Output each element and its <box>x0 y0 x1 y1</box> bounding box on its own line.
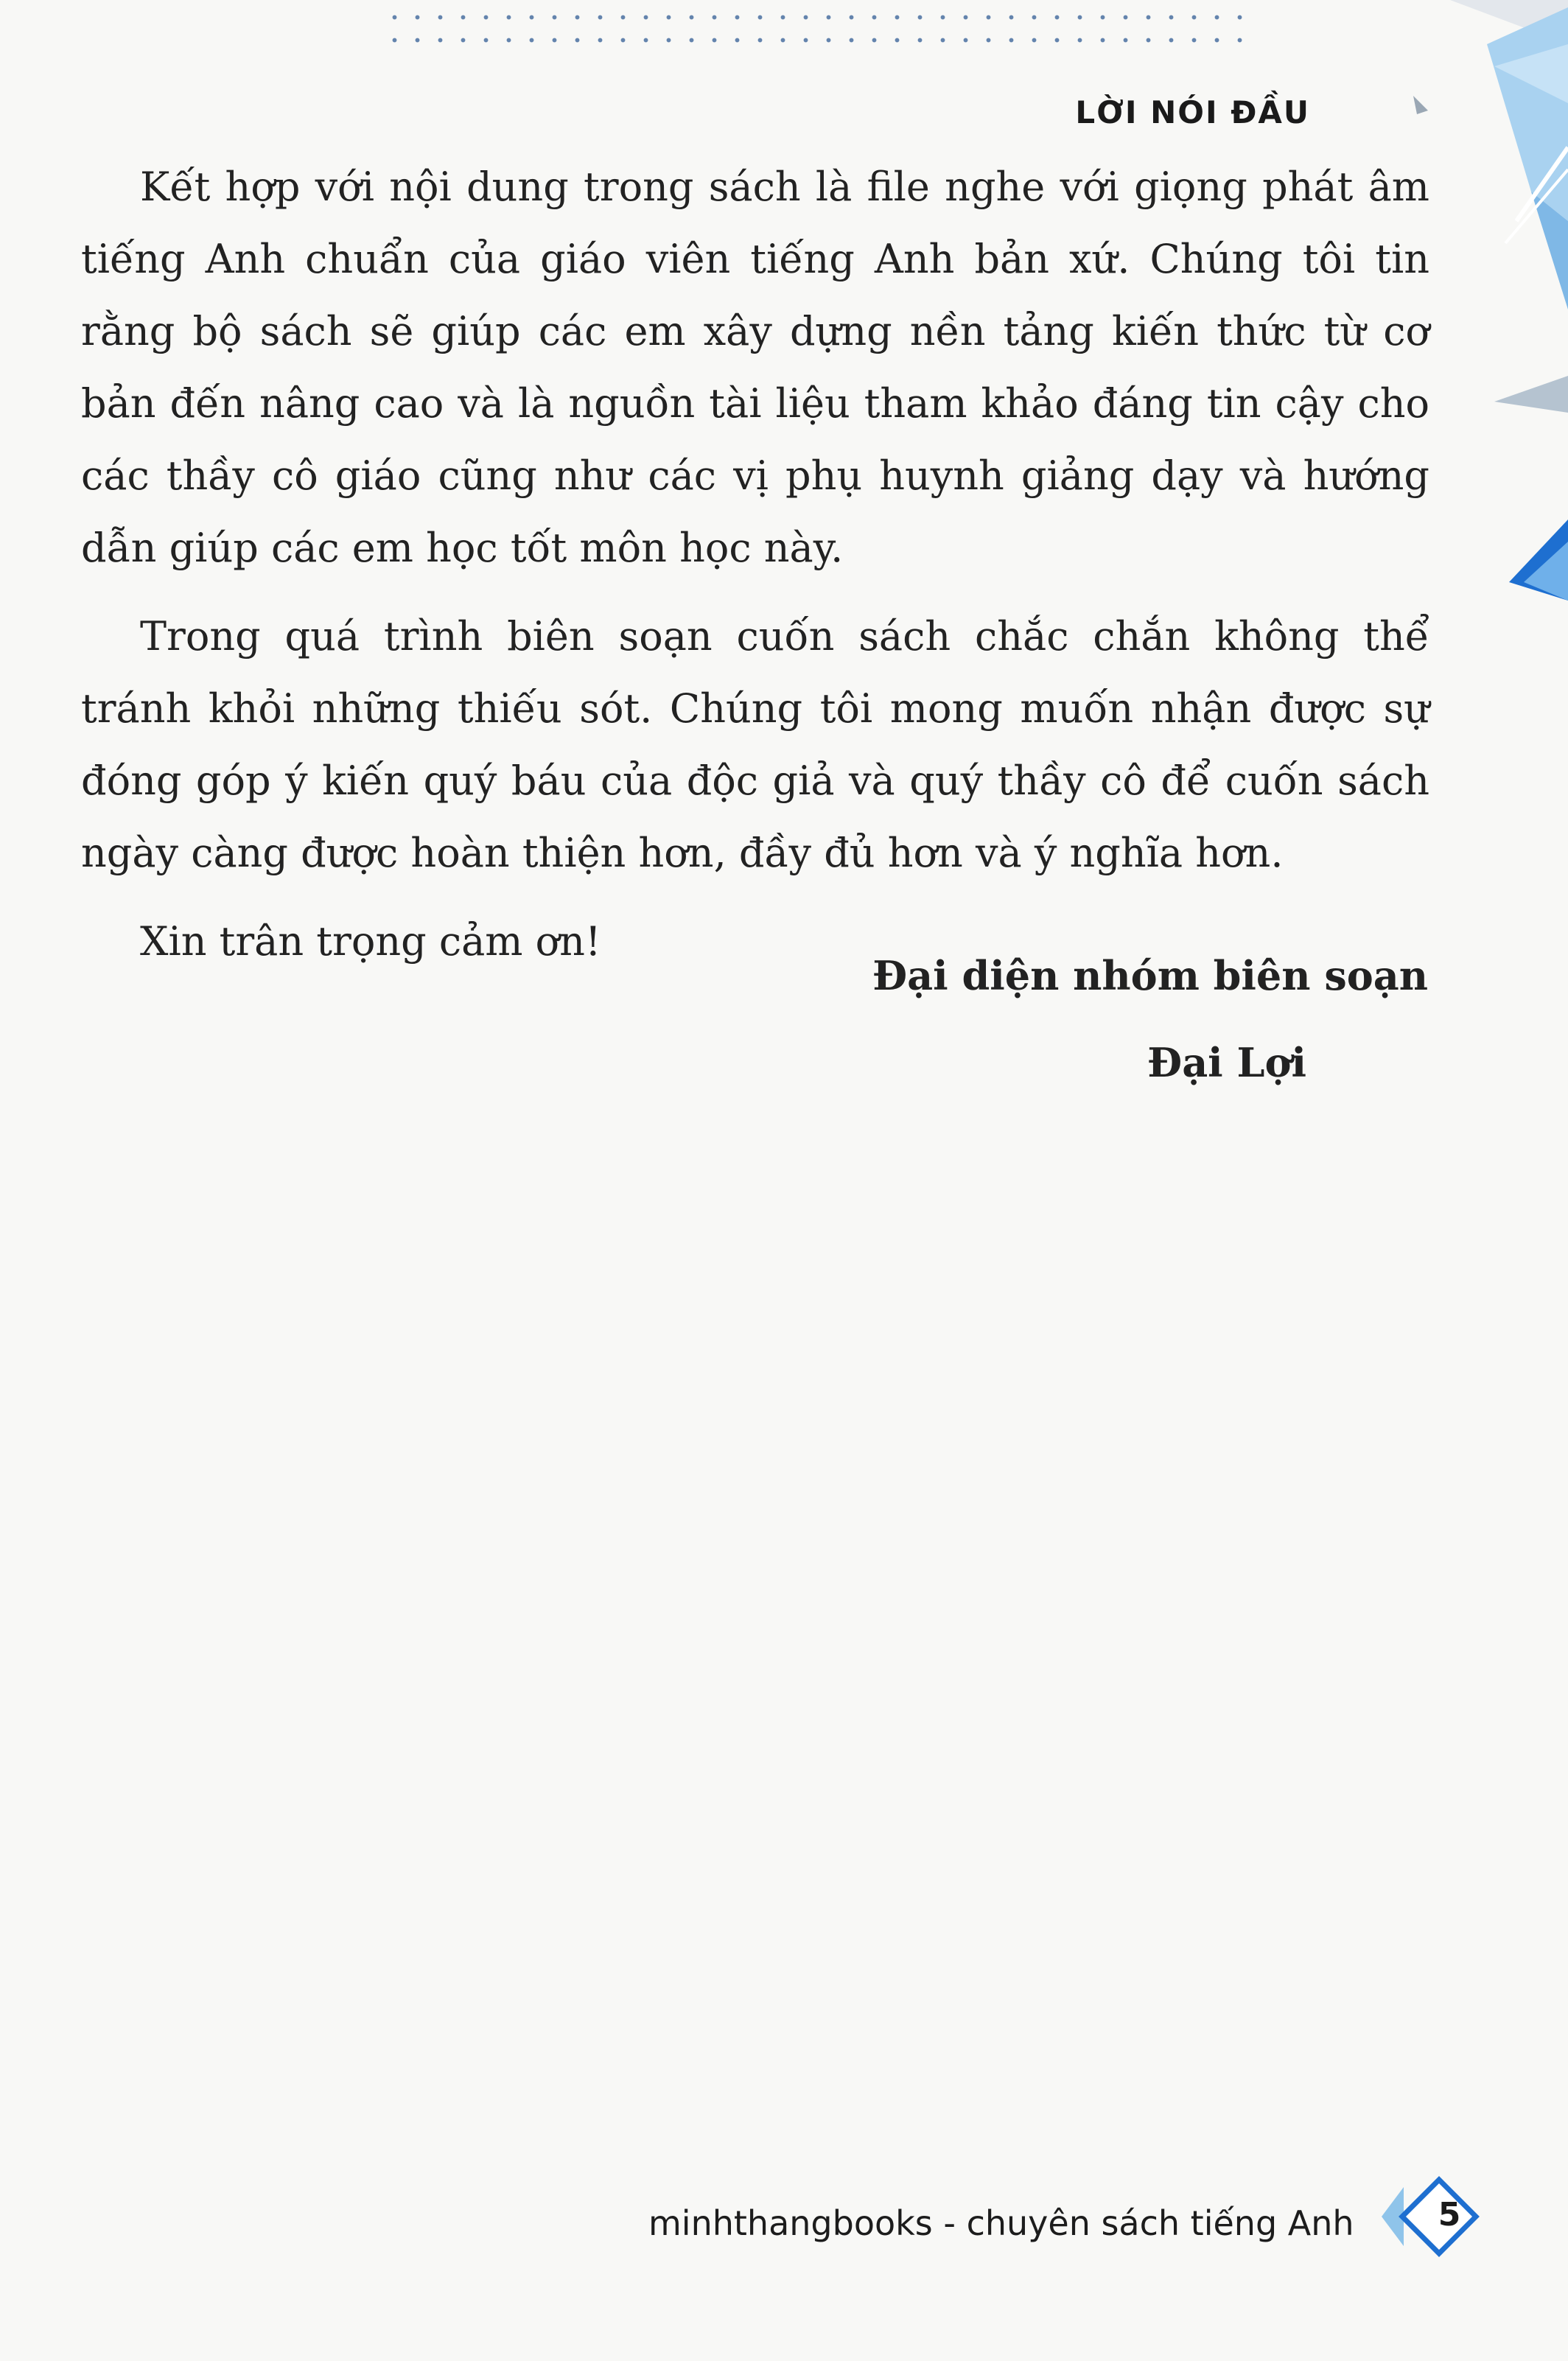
page-heading: LỜI NÓI ĐẦU <box>1075 94 1310 130</box>
signature-name: Đại Lợi <box>1147 1039 1306 1086</box>
signature-role: Đại diện nhóm biên soạn <box>872 952 1428 999</box>
closing-line: Xin trân trọng cảm ơn! <box>140 918 601 965</box>
dot-pattern-decoration <box>383 6 1253 57</box>
paragraph-2: Trong quá trình biên soạn cuốn sách chắc chắn không thể tránh khỏi những thiếu sót. Chúng tôi mong muốn nhận được sự đóng góp ý kiến quý báu của độc giả và quý thầy cô để cuốn sách ngày càng được hoàn thiện hơn, đầy đủ hơn và ý nghĩa hơn. <box>81 613 1429 876</box>
paragraph-1: Kết hợp với nội dung trong sách là file nghe với giọng phát âm tiếng Anh chuẩn của giáo viên tiếng Anh bản xứ. Chúng tôi tin rằng bộ sách sẽ giúp các em xây dựng nền tảng kiến thức từ cơ bản đến nâng cao và là nguồn tài liệu tham khảo đáng tin cậy cho các thầy cô giáo cũng như các vị phụ huynh giảng dạy và hướng dẫn giúp các em học tốt môn học này. <box>81 164 1429 571</box>
page-number: 5 <box>1438 2196 1461 2234</box>
body-text <box>81 151 1429 978</box>
footer-text: minhthangbooks - chuyên sách tiếng Anh <box>648 2203 1354 2243</box>
signature-block <box>872 932 1428 1106</box>
